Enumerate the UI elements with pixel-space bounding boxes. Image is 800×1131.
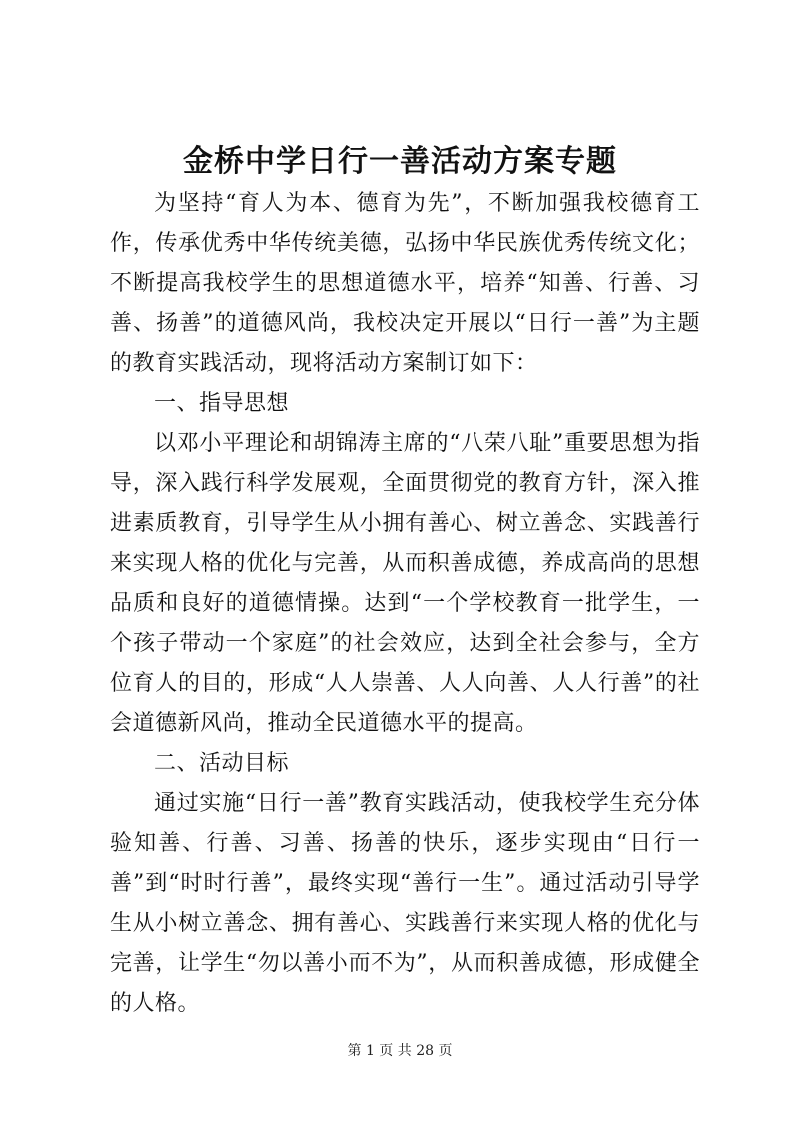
page-number-footer: 第 1 页 共 28 页	[347, 1043, 453, 1059]
document-body	[110, 184, 700, 1024]
section-heading-guiding-ideology: 一、指导思想	[154, 391, 290, 416]
section-heading-activity-goals: 二、活动目标	[154, 751, 290, 776]
document-title: 金桥中学日行一善活动方案专题	[183, 144, 617, 179]
intro-paragraph: 为坚持“育人为本、德育为先”，不断加强我校德育工作，传承优秀中华传统美德，弘扬中华民族优秀传统文化；不断提高我校学生的思想道德水平，培养“知善、行善、习善、扬善”的道德风尚，我校决定开展以“日行一善”为主题的教育实践活动，现将活动方案制订如下：	[110, 191, 700, 376]
activity-goals-paragraph: 通过实施“日行一善”教育实践活动，使我校学生充分体验知善、行善、习善、扬善的快乐，逐步实现由“日行一善”到“时时行善”，最终实现“善行一生”。通过活动引导学生从小树立善念、拥有善心、实践善行来实现人格的优化与完善，让学生“勿以善小而不为”，从而积善成德，形成健全的人格。	[110, 791, 700, 1016]
guiding-ideology-paragraph: 以邓小平理论和胡锦涛主席的“八荣八耻”重要思想为指导，深入践行科学发展观，全面贯彻党的教育方针，深入推进素质教育，引导学生从小拥有善心、树立善念、实践善行来实现人格的优化与完善，从而积善成德，养成高尚的思想品质和良好的道德情操。达到“一个学校教育一批学生，一个孩子带动一个家庭”的社会效应，达到全社会参与，全方位育人的目的，形成“人人崇善、人人向善、人人行善”的社会道德新风尚，推动全民道德水平的提高。	[110, 431, 700, 736]
